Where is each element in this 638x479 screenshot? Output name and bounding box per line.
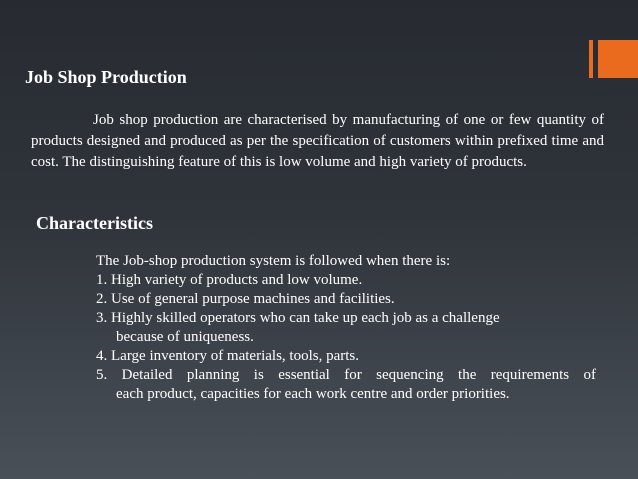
accent-bar-thick xyxy=(598,40,638,78)
characteristic-item-5 xyxy=(96,366,596,404)
characteristic-item-text: 5. Detailed planning is essential for sequencing the requirements of xyxy=(96,367,596,383)
characteristic-item-continuation: each product, capacities for each work centre and order priorities. xyxy=(116,386,510,402)
intro-paragraph: Job shop production are characterised by manufacturing of one or few quantity of products designed and produced as per the specification of customers within prefixed time and cost. The distinguishing feature of this is low volume and high variety of products. xyxy=(31,112,604,170)
characteristic-item-4 xyxy=(96,347,596,366)
characteristic-item-1 xyxy=(96,271,596,290)
characteristic-item-text: 3. Highly skilled operators who can take up each job as a challenge xyxy=(96,310,500,326)
characteristic-item-text: 2. Use of general purpose machines and facilities. xyxy=(96,291,395,307)
slide-title: Job Shop Production xyxy=(25,67,187,87)
characteristic-item-text: 4. Large inventory of materials, tools, parts. xyxy=(96,348,359,364)
characteristics-heading: Characteristics xyxy=(36,213,153,233)
characteristic-item-text: 1. High variety of products and low volume. xyxy=(96,272,363,288)
characteristic-item-continuation: because of uniqueness. xyxy=(116,329,254,345)
characteristic-item-3 xyxy=(96,309,596,347)
characteristics-list xyxy=(96,271,596,404)
characteristics-block xyxy=(96,252,596,404)
characteristics-lead: The Job-shop production system is followed when there is: xyxy=(96,253,451,269)
accent-bar-thin xyxy=(589,40,593,78)
characteristic-item-2 xyxy=(96,290,596,309)
